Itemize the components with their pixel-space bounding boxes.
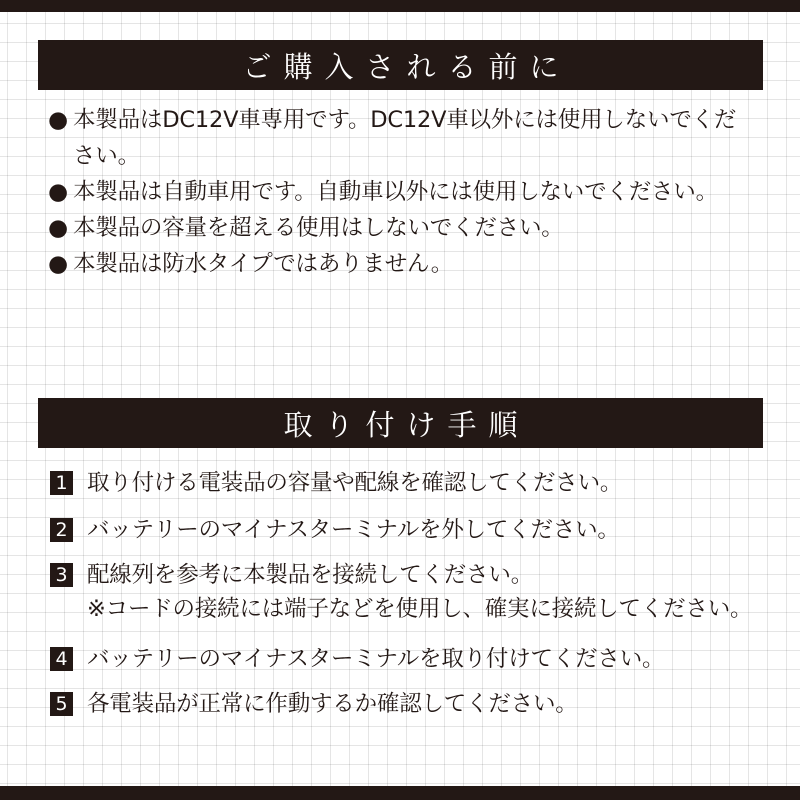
precaution-item (48, 210, 758, 246)
bottom-border-band (0, 786, 800, 800)
precaution-text: 本製品は自動車用です。自動車以外には使用しないでください。 (73, 179, 718, 205)
precaution-list (48, 102, 758, 282)
step-text: 各電装品が正常に作動するか確認してください。 (87, 691, 578, 717)
step-item (50, 642, 760, 676)
step-text: バッテリーのマイナスターミナルを取り付けてください。 (87, 646, 665, 672)
step-number-badge: 5 (50, 692, 73, 716)
section-title: 取り付け手順 (283, 407, 530, 442)
step-text: 配線列を参考に本製品を接続してください。 (87, 562, 534, 588)
step-number-badge: 4 (50, 647, 73, 671)
precaution-text: 本製品の容量を超える使用はしないでください。 (73, 215, 564, 241)
bullet-icon: ● (48, 251, 68, 277)
installation-steps-list (50, 466, 760, 721)
step-item (50, 466, 760, 500)
bullet-icon: ● (48, 107, 68, 133)
step-note: ※コードの接続には端子などを使用し、確実に接続してください。 (87, 596, 753, 622)
step-number-badge: 3 (50, 563, 73, 587)
precaution-item (48, 246, 758, 282)
step-number-badge: 1 (50, 471, 73, 495)
step-text: バッテリーのマイナスターミナルを外してください。 (87, 517, 620, 543)
section-header-installation-steps (38, 398, 763, 448)
step-item (50, 513, 760, 547)
bullet-icon: ● (48, 179, 68, 205)
precaution-item (48, 102, 758, 174)
top-border-band (0, 0, 800, 12)
step-item (50, 687, 760, 721)
step-item (50, 558, 760, 626)
section-header-before-purchase (38, 40, 763, 90)
step-number-badge: 2 (50, 518, 73, 542)
precaution-text: 本製品はDC12V車専用です。DC12V車以外には使用しないでください。 (73, 107, 737, 169)
bullet-icon: ● (48, 215, 68, 241)
precaution-text: 本製品は防水タイプではありません。 (73, 251, 454, 277)
precaution-item (48, 174, 758, 210)
section-title: ご購入される前に (242, 49, 571, 84)
step-text: 取り付ける電装品の容量や配線を確認してください。 (87, 470, 623, 496)
